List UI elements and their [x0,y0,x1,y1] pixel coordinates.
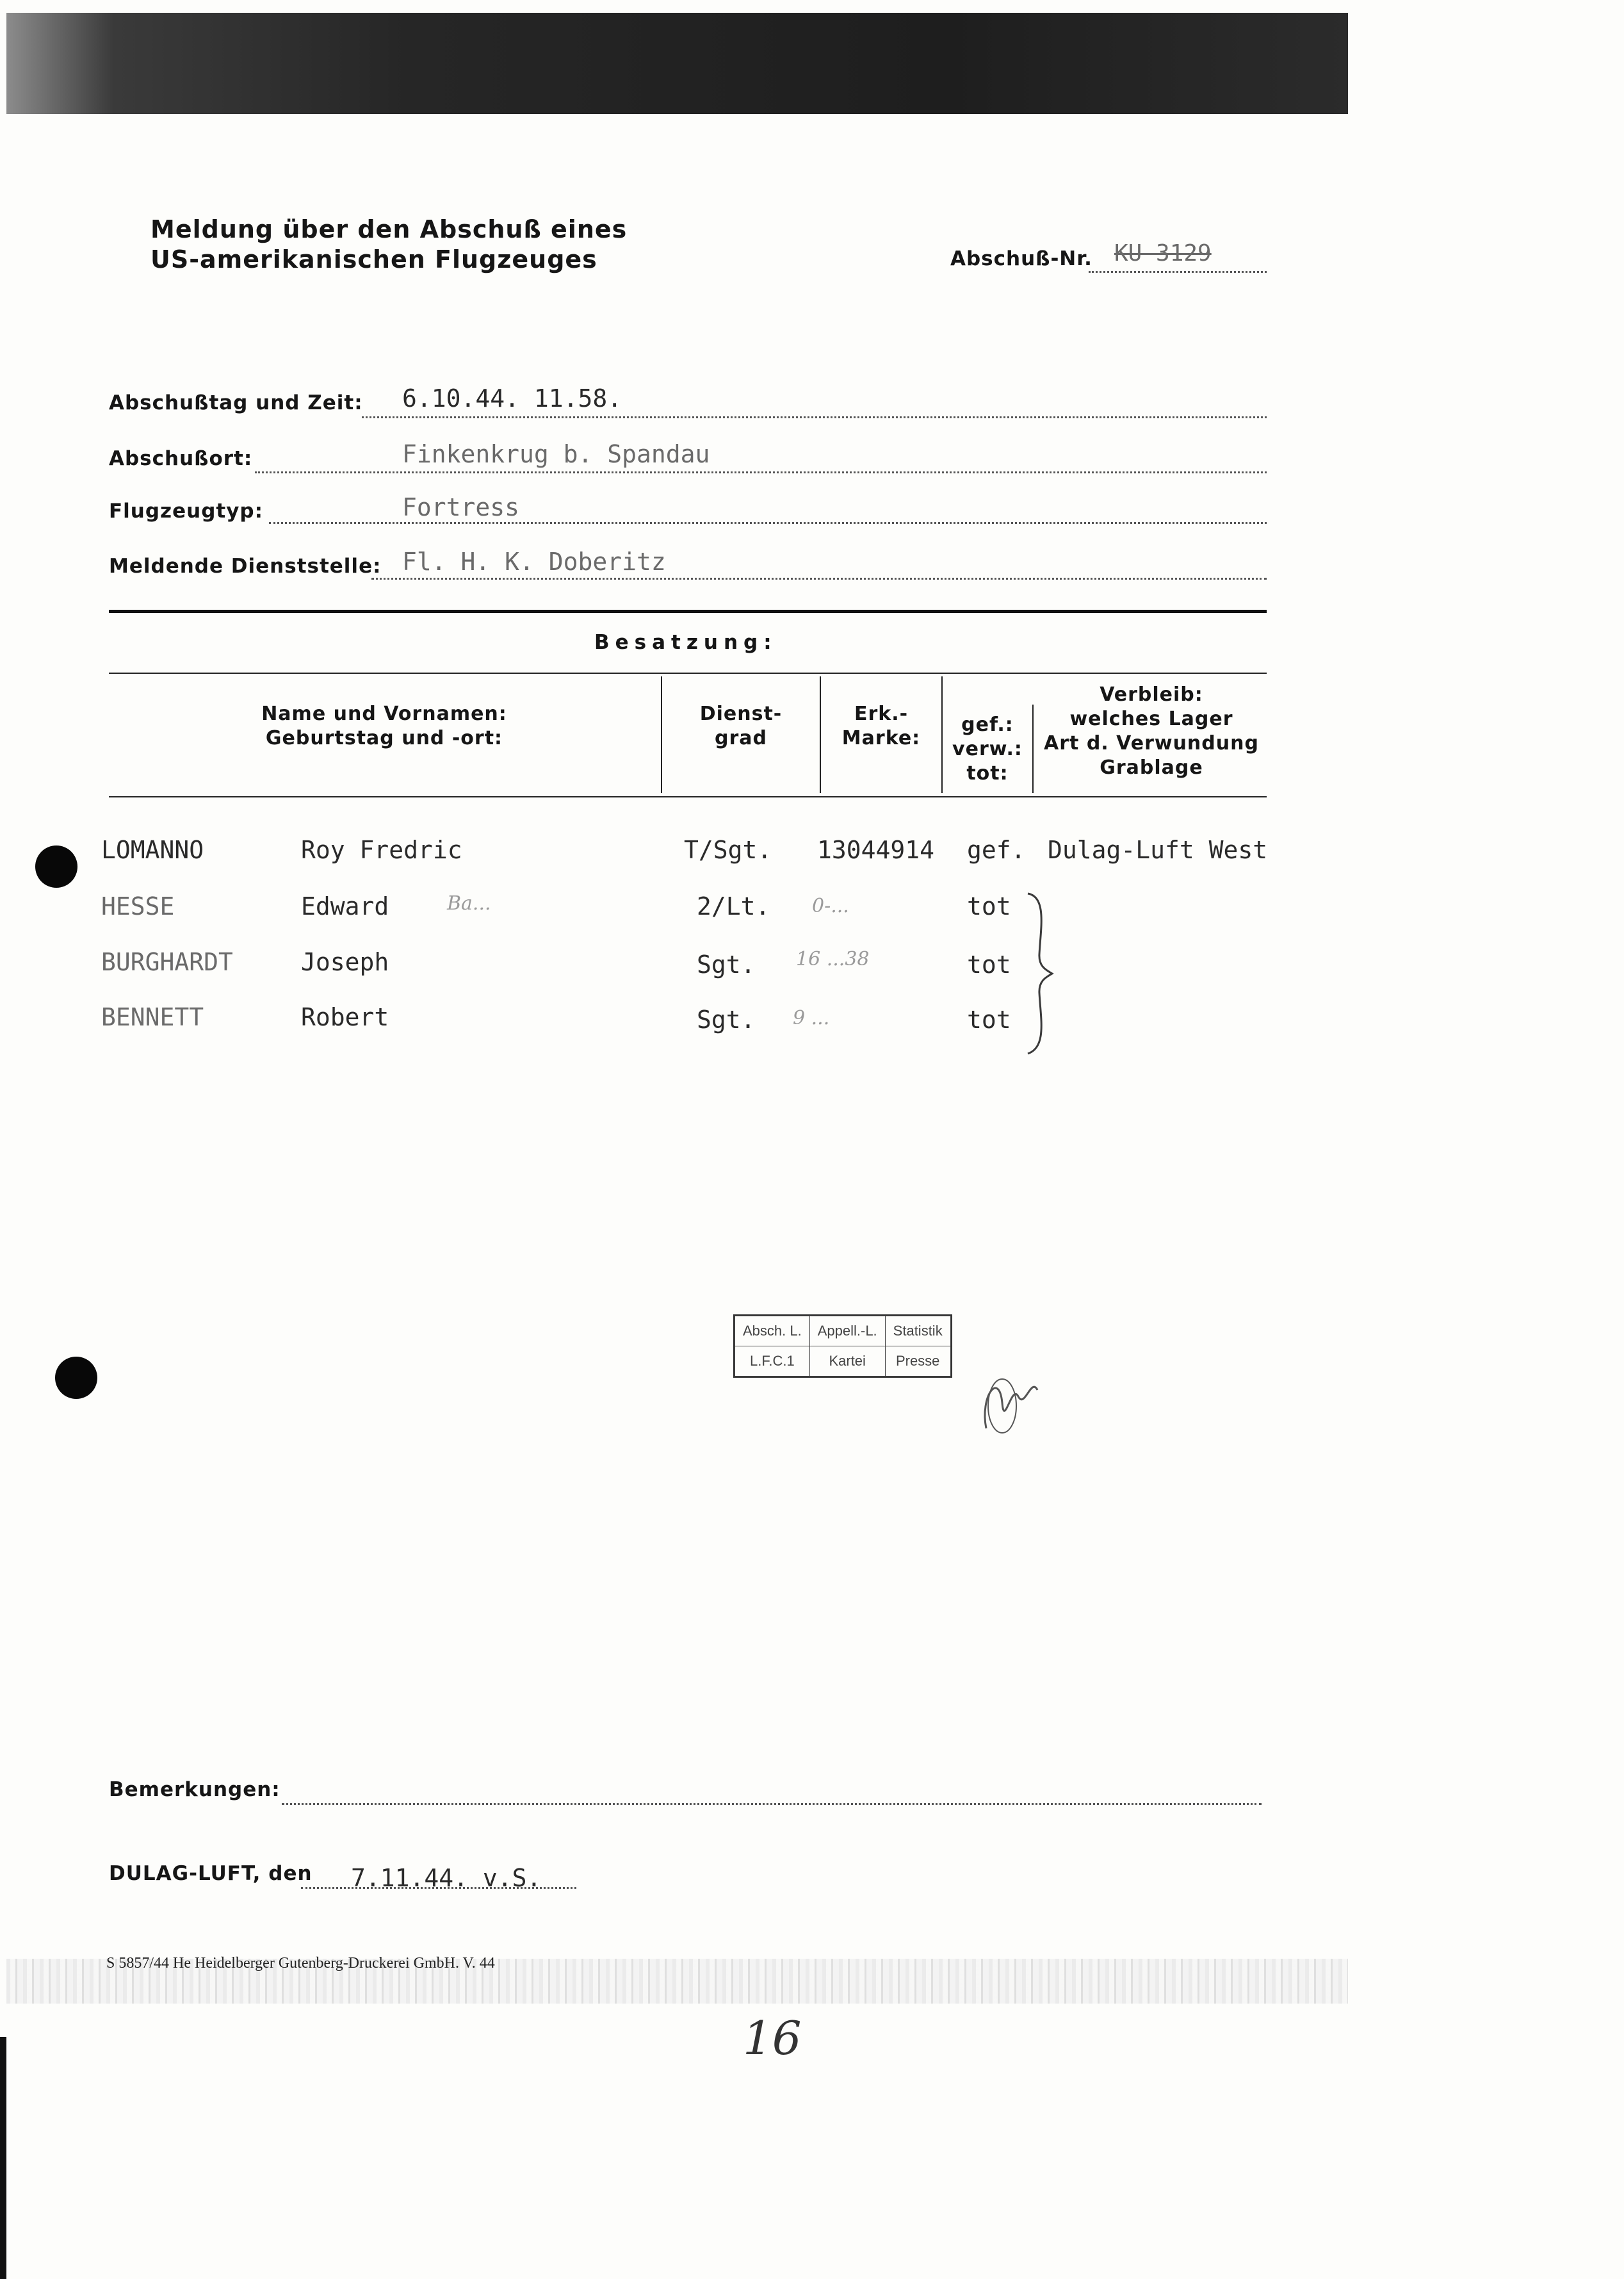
field-dots-date-time [362,416,1267,418]
report-number-dots [1089,271,1267,273]
crew-rank: 2/Lt. [697,892,770,920]
punch-hole-upper [35,845,77,888]
report-number-value: KU 3129 [1114,240,1212,266]
crew-handwritten-note: Ba... [447,892,491,915]
crew-col-header-fate-line1: Verbleib: [1100,683,1203,706]
stamp-cell: Presse [885,1346,950,1376]
crew-tag-handwritten: 16 ...38 [796,948,870,970]
stamp-cell: Appell.-L. [809,1316,885,1346]
crew-tag: 13044914 [817,836,935,864]
crew-tag-handwritten: 0-... [812,895,849,917]
scan-edge-shadow [0,2037,6,2279]
crew-status: tot [967,892,1011,920]
brace-mark [1021,890,1060,1057]
stamp-cell: L.F.C.1 [735,1346,810,1376]
crew-col-header-fate-line3: Art d. Verwundung [1044,732,1259,755]
crew-firstname: Joseph [301,948,389,976]
crew-col-divider-3 [941,676,943,793]
field-dots-location [255,471,1267,473]
crew-surname: BENNETT [101,1003,204,1031]
field-label-date-time: Abschußtag und Zeit: [109,391,363,414]
office-routing-stamp [733,1314,952,1378]
crew-table-bottom-rule [109,796,1267,797]
crew-col-header-rank-line2: grad [715,727,767,749]
crew-col-header-fate [1036,683,1267,780]
field-label-aircraft-type: Flugzeugtyp: [109,500,264,523]
remarks-label: Bemerkungen: [109,1778,280,1801]
separator-rule [109,610,1267,613]
crew-col-header-fate-line2: welches Lager [1069,708,1233,730]
form-title [150,215,627,275]
crew-firstname: Robert [301,1003,389,1031]
crew-col-header-rank [666,702,816,751]
crew-col-header-tag [825,702,938,751]
form-title-line1: Meldung über den Abschuß eines [150,215,628,243]
remarks-dots [282,1803,1262,1805]
form-title-line2: US-amerikanischen Flugzeuges [150,245,597,274]
field-label-reporting-unit: Meldende Dienststelle: [109,555,382,578]
crew-heading: Besatzung: [594,631,777,654]
crew-rank: Sgt. [697,1006,756,1034]
crew-col-header-tag-line2: Marke: [841,727,921,749]
crew-col-header-status-line1: gef.: [961,714,1014,736]
signoff-value: 7.11.44. v.S. [351,1864,542,1892]
crew-col-divider-1 [661,676,662,793]
crew-status: tot [967,951,1011,979]
crew-status: tot [967,1006,1011,1034]
initials-scribble [973,1358,1050,1441]
crew-col-header-fate-line4: Grablage [1100,756,1203,779]
crew-firstname: Edward [301,892,389,920]
field-value-date-time: 6.10.44. 11.58. [402,384,622,413]
report-number-label: Abschuß-Nr. [950,247,1092,270]
stamp-cell: Kartei [809,1346,885,1376]
signoff-dots [301,1887,576,1889]
crew-col-header-status-line2: verw.: [952,738,1023,760]
crew-surname: LOMANNO [101,836,204,864]
signoff-label: DULAG-LUFT, den [109,1862,313,1885]
crew-surname: HESSE [101,892,175,920]
crew-col-header-status-line3: tot: [966,762,1009,785]
crew-status: gef. [967,836,1026,864]
crew-col-header-status [945,713,1030,786]
crew-rank: Sgt. [697,951,756,979]
crew-table-top-rule [109,673,1267,674]
scan-dark-band-top [6,13,1348,114]
crew-col-header-tag-line1: Erk.- [854,703,909,725]
crew-firstname: Roy Fredric [301,836,462,864]
crew-surname: BURGHARDT [101,948,233,976]
stamp-cell: Absch. L. [735,1316,810,1346]
printer-imprint: S 5857/44 He Heidelberger Gutenberg-Druckerei GmbH. V. 44 [106,1955,495,1972]
field-dots-aircraft-type [269,522,1267,524]
field-dots-reporting-unit [371,578,1267,580]
crew-fate: Dulag-Luft West [1048,836,1268,864]
crew-col-header-name [166,702,602,751]
page-number-handwritten: 16 [743,2011,802,2065]
field-value-aircraft-type: Fortress [402,493,520,521]
punch-hole-lower [55,1357,97,1399]
crew-col-header-name-line2: Geburtstag und -ort: [265,727,503,749]
stamp-cell: Statistik [885,1316,950,1346]
field-value-reporting-unit: Fl. H. K. Doberitz [402,548,666,576]
crew-rank: T/Sgt. [684,836,772,864]
crew-tag-handwritten: 9 ... [793,1007,830,1029]
crew-col-divider-2 [820,676,821,793]
field-value-location: Finkenkrug b. Spandau [402,440,710,468]
crew-col-header-name-line1: Name und Vornamen: [261,703,507,725]
crew-col-header-rank-line1: Dienst- [699,703,783,725]
crew-col-divider-4 [1032,705,1034,793]
field-label-location: Abschußort: [109,447,253,470]
